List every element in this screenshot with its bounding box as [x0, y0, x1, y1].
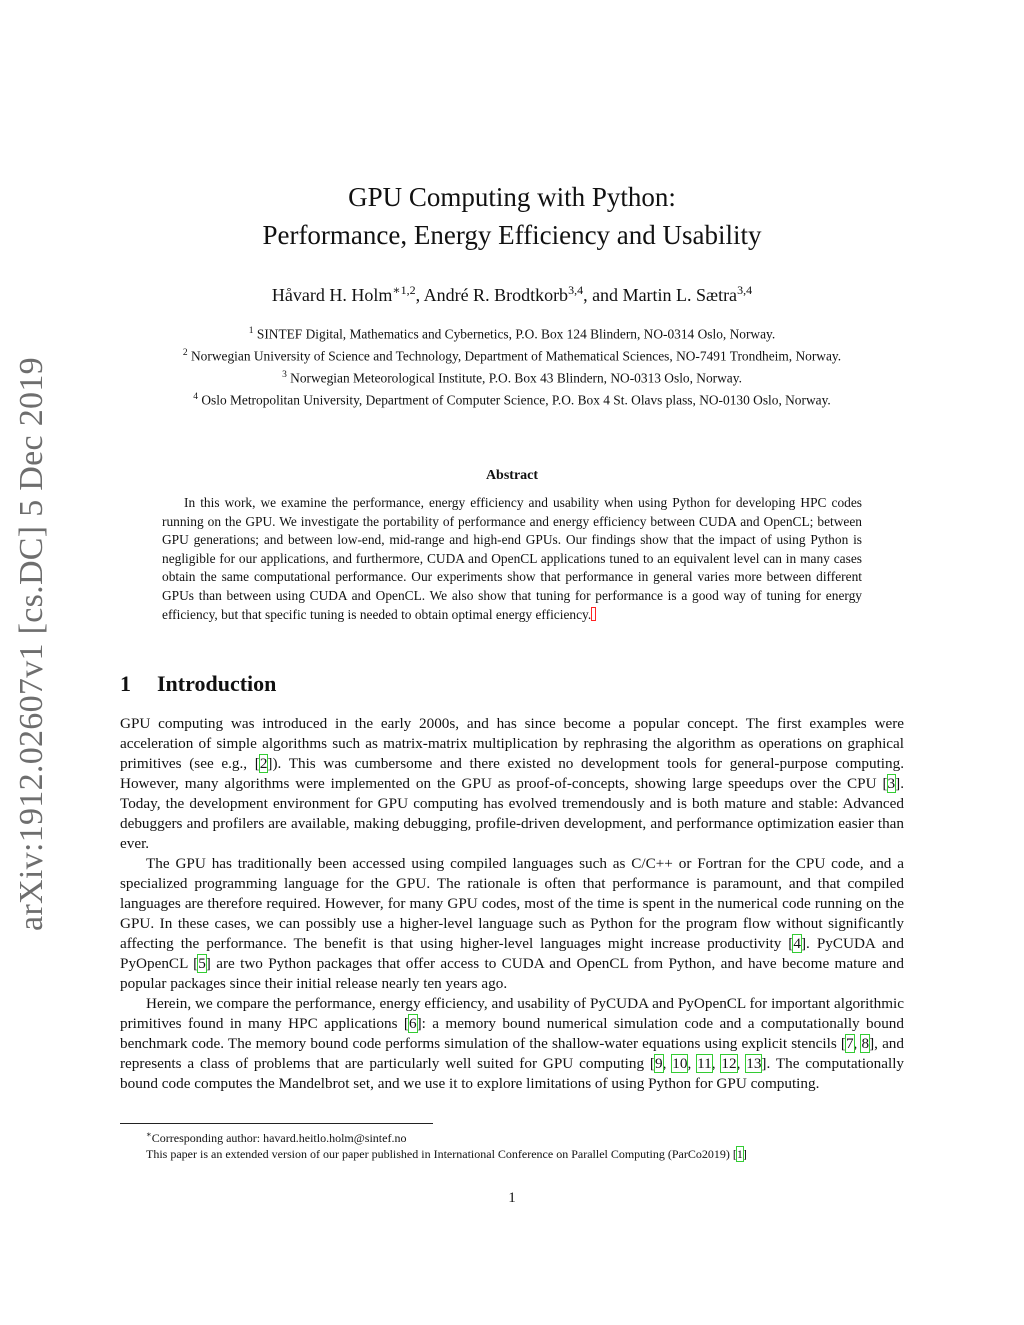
section-title: Introduction — [157, 671, 277, 696]
author-name: Martin L. Sætra — [622, 285, 738, 305]
paragraph-text: ]. The computationally bound code computes the Mandelbrot set, and we use it to explore limitations of using Python for GPU computing. — [120, 1055, 905, 1092]
paragraph-text: ]). This was cumbersome and there existed no development tools for general-purpose computing. However, many algorithms were implemented on the GPU as proof-of-concepts, showing large speedups over the CPU [ — [120, 755, 904, 792]
paragraph — [120, 714, 904, 854]
section-body — [120, 714, 904, 1094]
author-affiliation-marks: ∗1,2 — [392, 283, 416, 297]
abstract-text: In this work, we examine the performance, energy efficiency and usability when using Python for developing HPC codes running on the GPU. We investigate the portability of performance and energy efficiency between CUDA and OpenCL; between GPU generations; and between low-end, mid-range and high-end GPUs. Our findings show that the impact of using Python is negligible for our applications, and furthermore, CUDA and OpenCL applications tuned to an equivalent level can in many cases obtain the same computational performance. Our experiments show that performance in general varies more between different GPUs than between using CUDA and OpenCL. We also show that tuning for performance is a good way of tuning for energy efficiency, but that specific tuning is needed to obtain optimal energy efficiency. — [162, 495, 862, 622]
affiliation-text: Norwegian Meteorological Institute, P.O. Box 43 Blindern, NO-0313 Oslo, Norway. — [290, 370, 742, 386]
citation-separator: , — [687, 1055, 698, 1072]
citation-link[interactable]: 11 — [697, 1055, 712, 1072]
affiliation-mark: 4 — [193, 392, 198, 403]
citation-link[interactable]: 7 — [845, 1035, 854, 1052]
citation-link[interactable]: 4 — [793, 935, 801, 952]
citation-link[interactable]: 10 — [672, 1055, 688, 1072]
citation-link[interactable]: 5 — [198, 955, 206, 972]
author-affiliation-marks: 3,4 — [568, 283, 584, 297]
citation-link[interactable]: 13 — [746, 1055, 762, 1072]
abstract-body — [162, 494, 862, 624]
footnote-text: Corresponding author: havard.heitlo.holm@sintef.no — [151, 1131, 407, 1145]
footnote-corresponding-author — [120, 1127, 904, 1147]
citation-link[interactable]: 12 — [721, 1055, 737, 1072]
affiliation-mark: 1 — [248, 326, 254, 336]
affiliation-mark: 3 — [282, 370, 287, 381]
affiliation-line — [0, 322, 1024, 344]
title-line-2: Performance, Energy Efficiency and Usability — [262, 220, 762, 250]
footnote-extended-version — [120, 1147, 904, 1163]
affiliation-text: SINTEF Digital, Mathematics and Cybernetics, P.O. Box 124 Blindern, NO-0314 Oslo, Norway. — [256, 326, 776, 342]
citation-separator: , — [736, 1055, 747, 1072]
paper-title — [0, 178, 1024, 254]
paragraph — [120, 994, 904, 1094]
footnote-mark: ∗ — [146, 1129, 152, 1139]
author-affiliation-marks: 3,4 — [737, 283, 753, 297]
paragraph-text: ]. PyCUDA and PyOpenCL [ — [120, 935, 904, 972]
paragraph-text: Herein, we compare the performance, energy efficiency, and usability of PyCUDA and PyOpenCL for important algorithmic primitives found in many HPC applications [ — [120, 995, 904, 1032]
citation-link[interactable]: 9 — [655, 1055, 663, 1072]
paragraph-text: GPU computing was introduced in the early 2000s, and has since become a popular concept. The first examples were acceleration of simple algorithms such as matrix-matrix multiplication by rephrasing the algorithm as operations on graphical primitives (see e.g., [ — [120, 715, 904, 772]
footnotes — [120, 1127, 904, 1162]
paragraph-text: ], and represents a class of problems that are particularly well suited for GPU computing [ — [120, 1035, 904, 1072]
footnote-link[interactable] — [592, 608, 595, 620]
affiliation-line — [0, 344, 1024, 366]
citation-link[interactable]: 2 — [259, 755, 268, 772]
arxiv-identifier-stamp — [10, 358, 54, 930]
paragraph-text: ]. Today, the development environment for GPU computing has evolved tremendously and is both mature and stable: Advanced debuggers and profilers are available, making debugging, profile-driven development, and performance optimization easier than ever. — [120, 775, 904, 852]
citation-link[interactable]: 8 — [861, 1035, 870, 1052]
paragraph-text: ]: a memory bound numerical simulation code and a computationally bound benchmark code. The memory bound code performs simulation of the shallow-water equations using explicit stencils [ — [120, 1015, 904, 1052]
citation-separator: , — [711, 1055, 722, 1072]
author-name: Håvard H. Holm — [271, 285, 393, 305]
title-line-1: GPU Computing with Python: — [348, 182, 676, 212]
arxiv-identifier-text: arXiv:1912.02607v1 [cs.DC] 5 Dec 2019 — [13, 357, 50, 931]
affiliation-line — [0, 366, 1024, 388]
affiliation-text: Norwegian University of Science and Technology, Department of Mathematical Sciences, NO-7491 Trondheim, Norway. — [191, 348, 842, 364]
affiliation-mark: 2 — [182, 348, 188, 359]
abstract-heading: Abstract — [485, 468, 539, 483]
section-heading — [120, 671, 276, 697]
citation-link[interactable]: 6 — [408, 1015, 417, 1032]
page-number: 1 — [508, 1190, 516, 1206]
citation-link[interactable]: 3 — [887, 775, 896, 792]
affiliation-text: Oslo Metropolitan University, Department of Computer Science, P.O. Box 4 St. Olavs plass, NO-0130 Oslo, Norway. — [201, 392, 831, 408]
author-name: André R. Brodtkorb — [423, 285, 569, 305]
paragraph — [120, 854, 904, 994]
affiliation-list — [0, 322, 1024, 410]
paragraph-text: ] are two Python packages that offer access to CUDA and OpenCL from Python, and have become mature and popular packages since their initial release nearly ten years ago. — [120, 955, 904, 992]
footnote-text: This paper is an extended version of our paper published in International Conference on Parallel Computing (ParCo2019) [ — [146, 1146, 737, 1161]
citation-separator: , — [662, 1055, 673, 1072]
affiliation-line — [0, 388, 1024, 410]
citation-link[interactable]: 1 — [736, 1146, 743, 1161]
paragraph-text: The GPU has traditionally been accessed using compiled languages such as C/C++ or Fortran for the CPU code, and a specialized programming language for the GPU. The rationale is often that performance is paramount, and that compiled languages are therefore required. However, for many GPU codes, most of the time is spent in the numerical code running on the GPU. In these cases, we can possibly use a higher-level language such as Python for the program flow without significantly affecting the performance. The benefit is that using higher-level languages might increase productivity [ — [120, 855, 904, 952]
footnote-text: ] — [742, 1146, 747, 1161]
author-list: Håvard H. Holm$^{∗1,2}$, André R. Brodtkorb$^{3,4}$, and Martin L. Sætra$^{3,4}$ — [271, 283, 753, 305]
footnote-divider — [120, 1123, 433, 1124]
section-number: 1 — [120, 671, 131, 696]
citation-separator: , — [853, 1035, 862, 1052]
